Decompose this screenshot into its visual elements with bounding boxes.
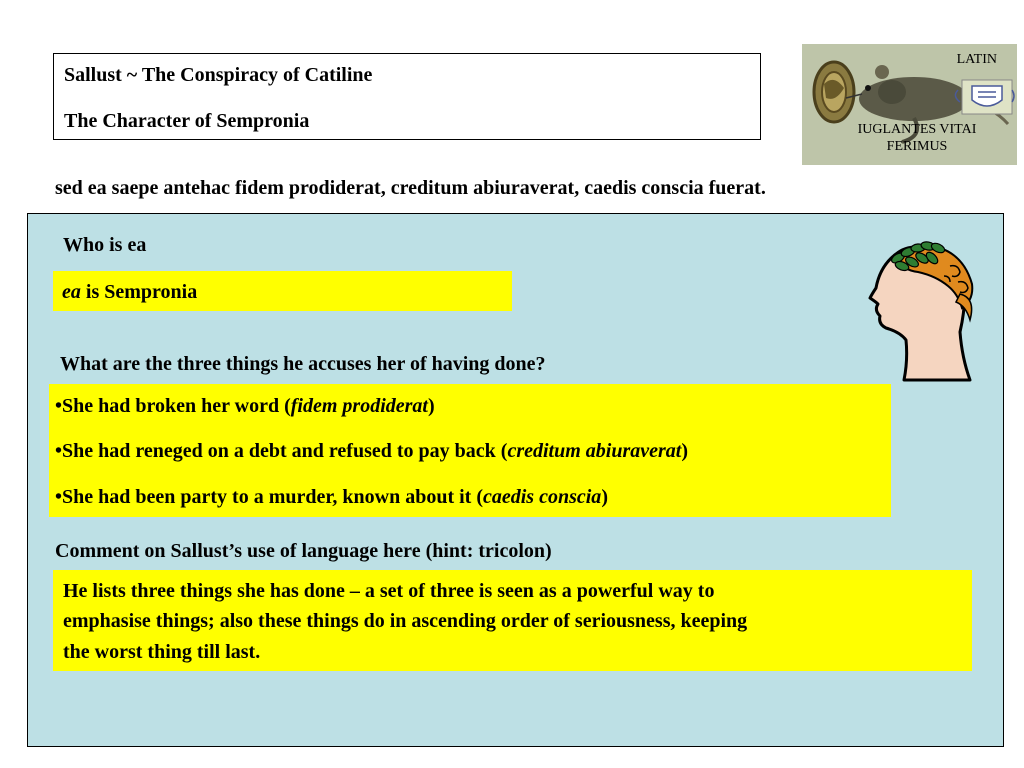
- latin-sentence: sed ea saepe antehac fidem prodiderat, creditum abiuraverat, caedis conscia fuerat.: [55, 177, 766, 199]
- answer-rest: is Sempronia: [80, 281, 198, 303]
- answer-tricolon: [53, 570, 972, 671]
- question-tricolon: Comment on Sallust’s use of language here (hint: tricolon): [55, 540, 552, 562]
- logo-motto: IUGLANTES VITAI FERIMUS: [857, 122, 977, 154]
- answer-italic-word: ea: [62, 281, 81, 303]
- accusation-close: ): [681, 440, 689, 462]
- accusation-text: •She had reneged on a debt and refused to pay back (: [55, 440, 508, 462]
- answer-line: emphasise things; also these things do in ascending order of seriousness, keeping: [63, 610, 748, 632]
- answer-three-accusations: [49, 384, 891, 517]
- accusation-close: ): [601, 486, 608, 508]
- answer-line: He lists three things she has done – a set of three is seen as a powerful way to: [63, 580, 715, 602]
- title-line-2: The Character of Sempronia: [64, 110, 310, 132]
- accusation-close: ): [427, 395, 435, 417]
- answer-line: the worst thing till last.: [63, 641, 261, 663]
- accusation-latin: fidem prodiderat: [290, 395, 428, 417]
- accusation-latin: caedis conscia: [483, 486, 602, 508]
- accusation-item: [55, 395, 435, 418]
- accusation-text: •She had been party to a murder, known about it (: [55, 486, 483, 508]
- question-three-accusations: What are the three things he accuses her of having done?: [60, 353, 546, 375]
- title-box: [53, 53, 761, 140]
- accusation-latin: creditum abiuraverat: [507, 440, 682, 462]
- latin-logo: [802, 44, 1017, 165]
- answer-who-is-ea: [53, 271, 512, 311]
- question-who-is-ea: Who is ea: [63, 234, 147, 256]
- accusation-item: [55, 440, 688, 463]
- logo-latin-label: LATIN: [956, 52, 997, 67]
- accusation-text: •She had broken her word (: [55, 395, 291, 417]
- accusation-item: [55, 486, 608, 509]
- title-line-1: Sallust ~ The Conspiracy of Catiline: [64, 64, 373, 86]
- laurel-head-icon: [866, 236, 978, 386]
